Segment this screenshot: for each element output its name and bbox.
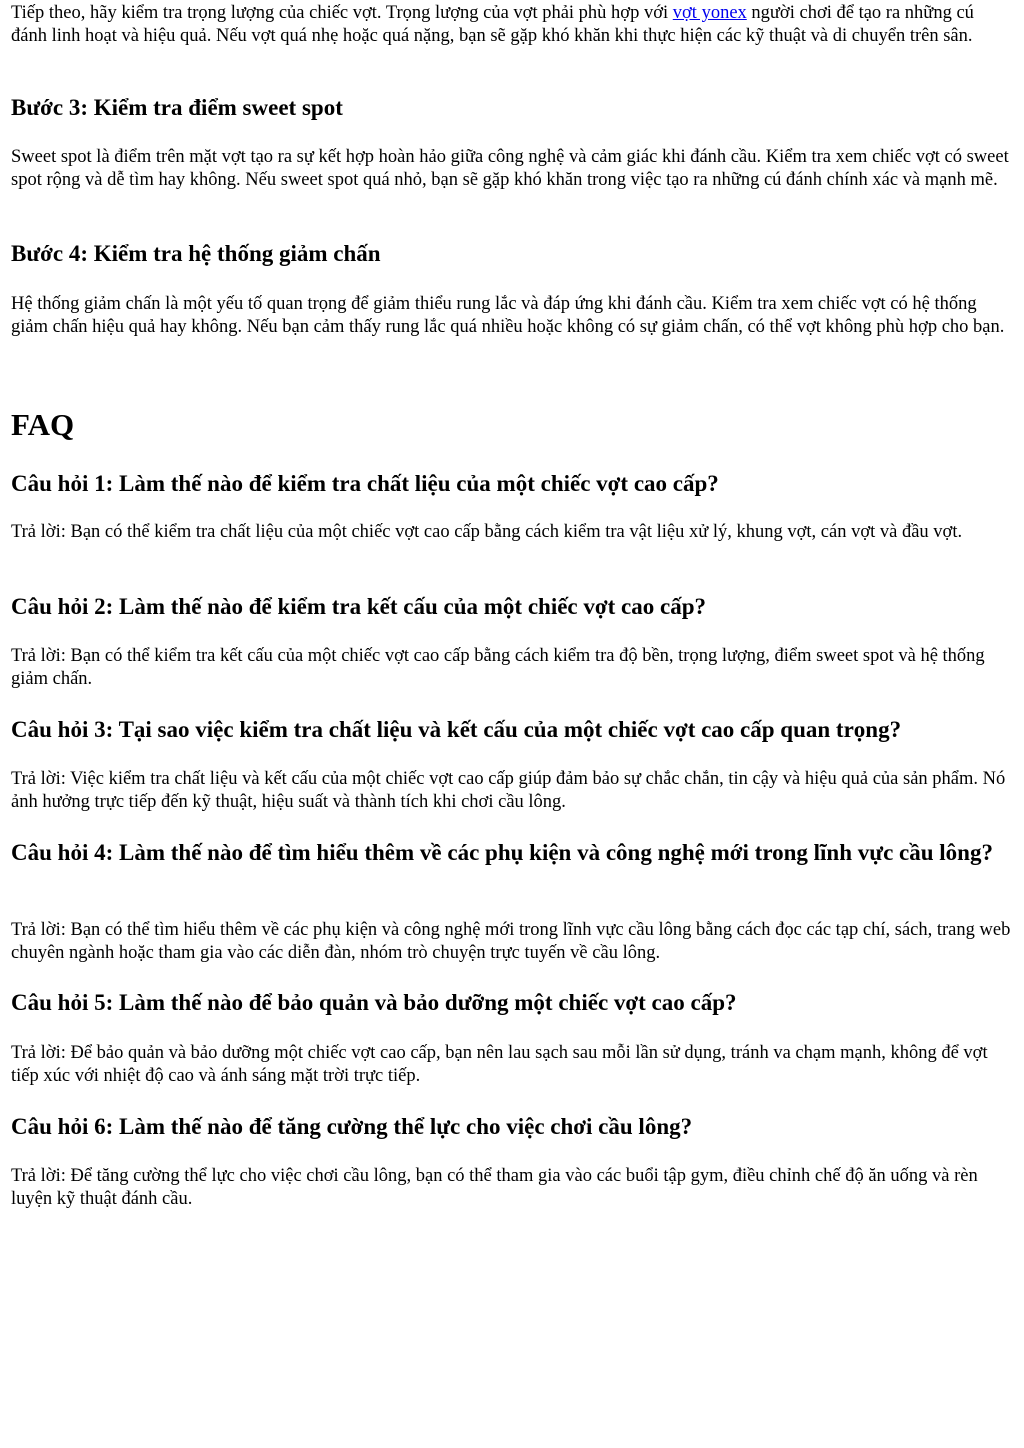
step-4-text: Hệ thống giảm chấn là một yếu tố quan trọng để giảm thiểu rung lắc và đáp ứng khi đánh cầu. Kiểm tra xem chiếc vợt có hệ thống giảm chấn hiệu quả hay không. Nếu bạn cảm thấy rung lắc quá nhiều hoặc không có sự giảm chấn, có thể vợt không phù hợp cho bạn. — [11, 294, 1005, 337]
step-3-text: Sweet spot là điểm trên mặt vợt tạo ra sự kết hợp hoàn hảo giữa công nghệ và cảm giác khi đánh cầu. Kiểm tra xem chiếc vợt có sweet spot rộng và dễ tìm hay không. Nếu sweet spot quá nhỏ, bạn sẽ gặp khó khăn trong việc tạo ra những cú đánh chính xác và mạnh mẽ. — [11, 147, 1009, 190]
step-4-heading: Bước 4: Kiểm tra hệ thống giảm chấn — [11, 241, 381, 266]
faq-answer-1: Trả lời: Bạn có thể kiểm tra chất liệu của một chiếc vợt cao cấp bằng cách kiểm tra vật liệu xử lý, khung vợt, cán vợt và đầu vợt. — [11, 522, 963, 542]
faq-answer-3: Trả lời: Việc kiểm tra chất liệu và kết cấu của một chiếc vợt cao cấp giúp đảm bảo sự chắc chắn, tin cậy và hiệu quả của sản phẩm. Nó ảnh hưởng trực tiếp đến kỹ thuật, hiệu suất và thành tích khi chơi cầu lông. — [11, 769, 1006, 812]
yonex-racket-link[interactable]: vợt yonex — [672, 3, 747, 23]
intro-text-after: người chơi để tạo ra những cú đánh linh hoạt và hiệu quả. Nếu vợt quá nhẹ hoặc quá nặng, bạn sẽ gặp khó khăn khi thực hiện các kỹ thuật và di chuyển trên sân. — [11, 3, 974, 46]
intro-paragraph — [11, 2, 1014, 48]
faq-answer-5: Trả lời: Để bảo quản và bảo dưỡng một chiếc vợt cao cấp, bạn nên lau sạch sau mỗi lần sử dụng, tránh va chạm mạnh, không để vợt tiếp xúc với nhiệt độ cao và ánh sáng mặt trời trực tiếp. — [11, 1043, 988, 1086]
faq-question-2: Câu hỏi 2: Làm thế nào để kiểm tra kết cấu của một chiếc vợt cao cấp? — [11, 594, 706, 619]
faq-answer-6: Trả lời: Để tăng cường thể lực cho việc chơi cầu lông, bạn có thể tham gia vào các buổi tập gym, điều chỉnh chế độ ăn uống và rèn luyện kỹ thuật đánh cầu. — [11, 1166, 978, 1209]
faq-title: FAQ — [11, 407, 75, 442]
faq-answer-4: Trả lời: Bạn có thể tìm hiểu thêm về các phụ kiện và công nghệ mới trong lĩnh vực cầu lông bằng cách đọc các tạp chí, sách, trang web chuyên ngành hoặc tham gia vào các diễn đàn, nhóm trò chuyện trực tuyến về cầu lông. — [11, 920, 1011, 963]
faq-answer-2: Trả lời: Bạn có thể kiểm tra kết cấu của một chiếc vợt cao cấp bằng cách kiểm tra độ bền, trọng lượng, điểm sweet spot và hệ thống giảm chấn. — [11, 646, 985, 689]
intro-text-before: Tiếp theo, hãy kiểm tra trọng lượng của chiếc vợt. Trọng lượng của vợt phải phù hợp với — [11, 3, 673, 23]
faq-question-4: Câu hỏi 4: Làm thế nào để tìm hiểu thêm về các phụ kiện và công nghệ mới trong lĩnh vực cầu lông? — [11, 840, 993, 865]
faq-question-3: Câu hỏi 3: Tại sao việc kiểm tra chất liệu và kết cấu của một chiếc vợt cao cấp quan trọng? — [11, 717, 902, 742]
faq-question-5: Câu hỏi 5: Làm thế nào để bảo quản và bảo dưỡng một chiếc vợt cao cấp? — [11, 990, 737, 1015]
step-3-heading: Bước 3: Kiểm tra điểm sweet spot — [11, 95, 343, 120]
faq-question-1: Câu hỏi 1: Làm thế nào để kiểm tra chất liệu của một chiếc vợt cao cấp? — [11, 471, 719, 496]
faq-question-6: Câu hỏi 6: Làm thế nào để tăng cường thể lực cho việc chơi cầu lông? — [11, 1114, 693, 1139]
